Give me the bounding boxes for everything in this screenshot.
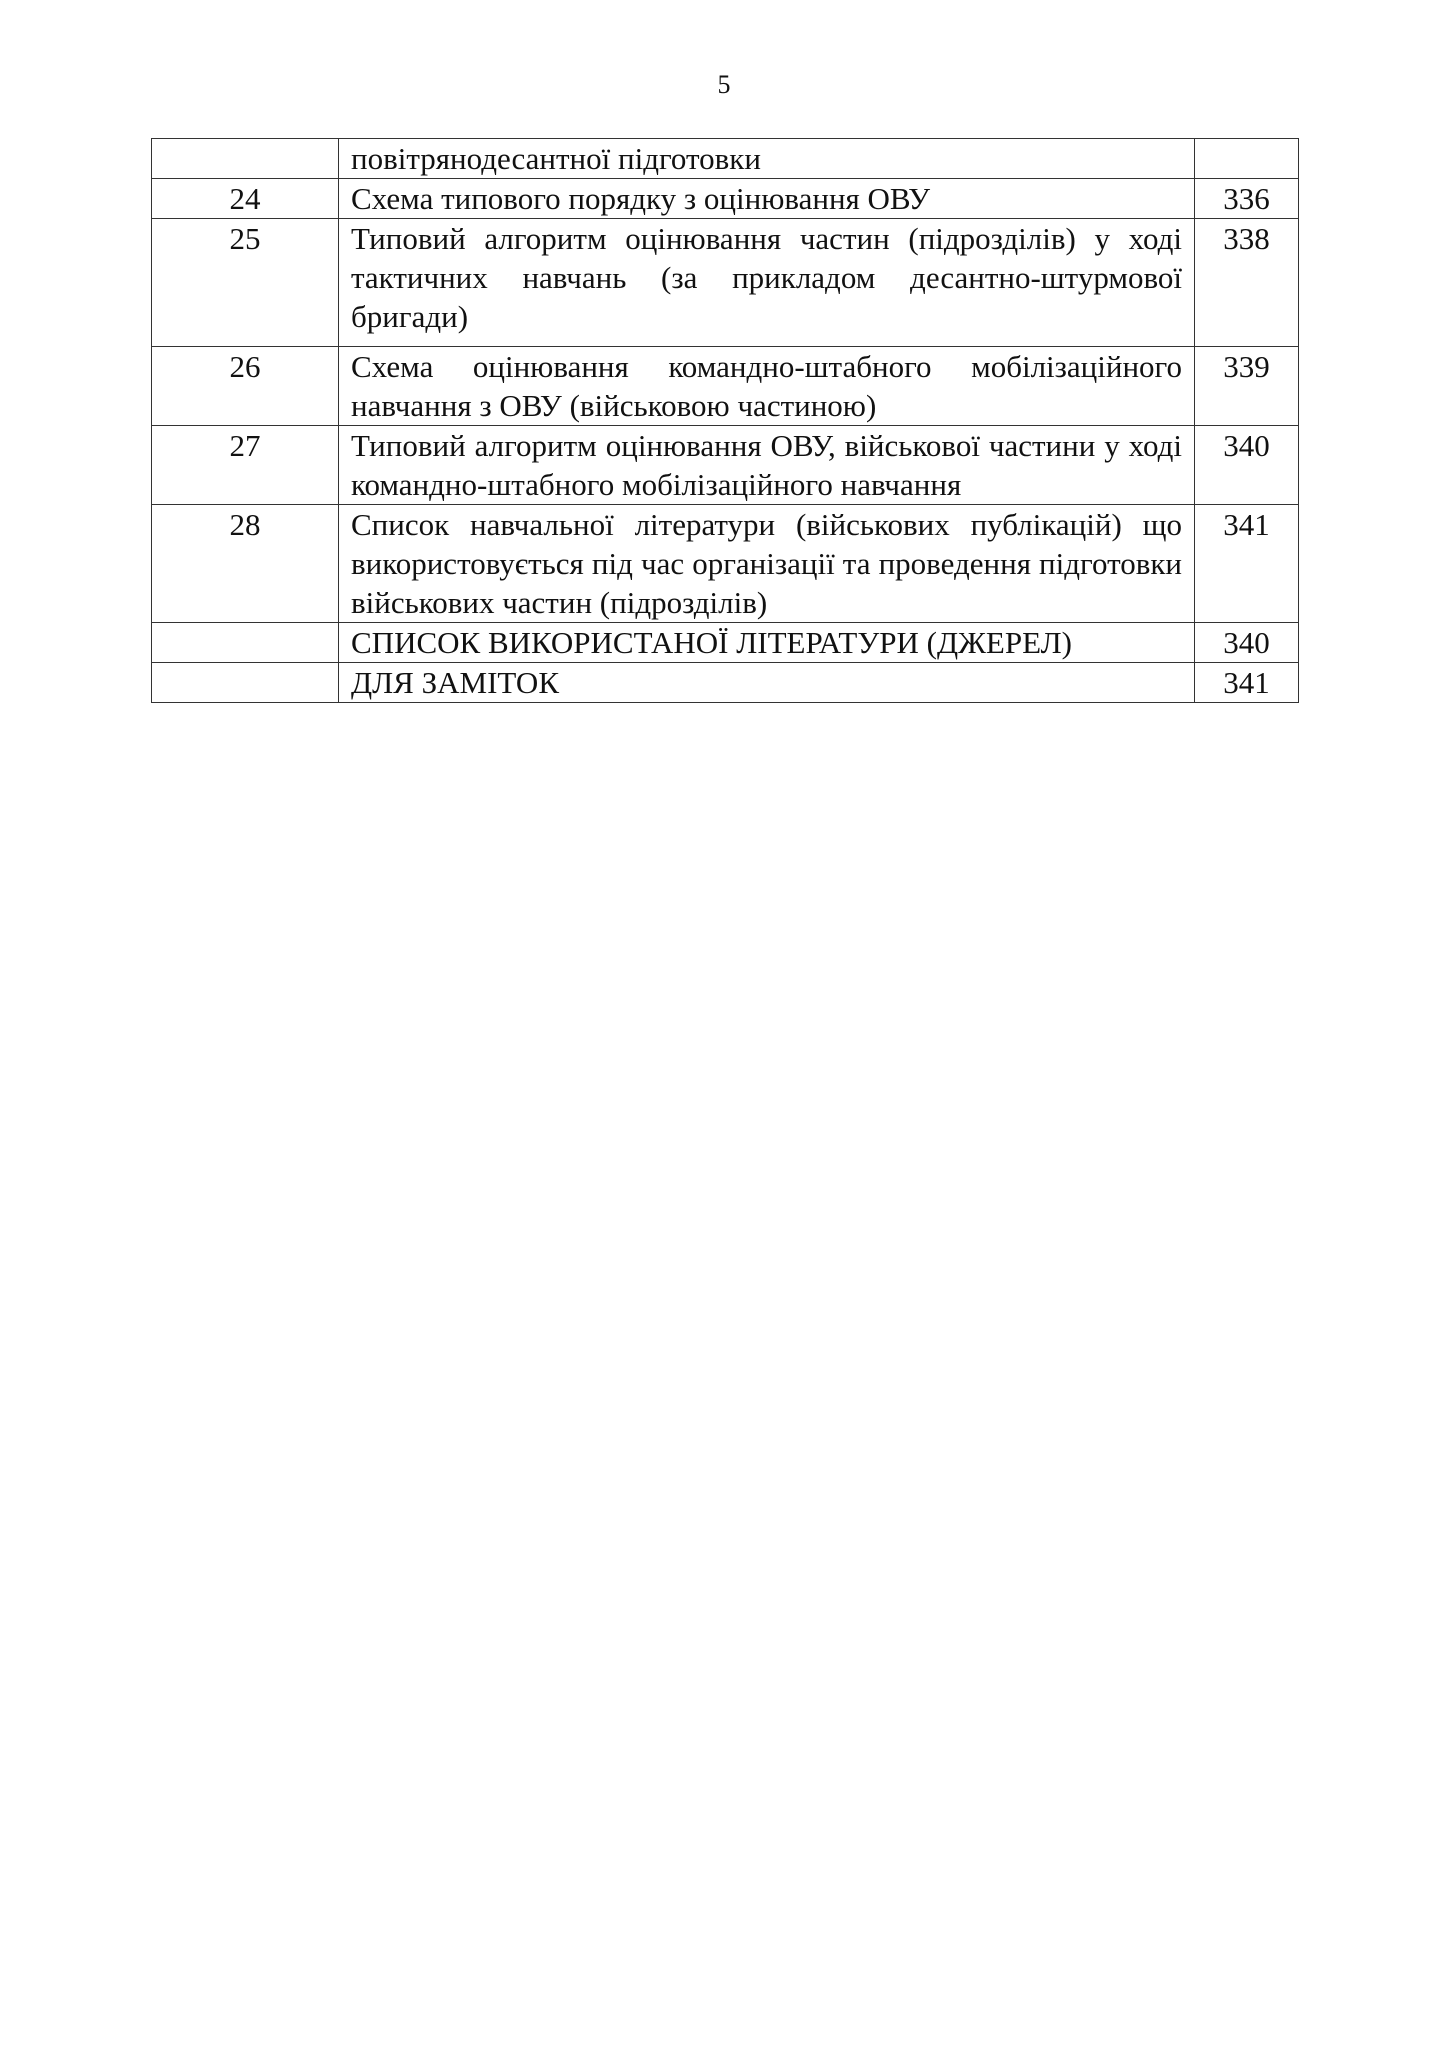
table-row — [152, 426, 1299, 505]
row-title: повітрянодесантної підготовки — [339, 139, 1195, 179]
row-number — [152, 139, 339, 179]
row-number: 24 — [152, 179, 339, 219]
row-page: 341 — [1195, 663, 1299, 703]
row-page: 339 — [1195, 347, 1299, 426]
row-title: СПИСОК ВИКОРИСТАНОЇ ЛІТЕРАТУРИ (ДЖЕРЕЛ) — [339, 623, 1195, 663]
row-title: Типовий алгоритм оцінювання ОВУ, військової частини у ході командно-штабного мобілізаційного навчання — [339, 426, 1195, 505]
row-page: 336 — [1195, 179, 1299, 219]
row-number — [152, 623, 339, 663]
row-number — [152, 663, 339, 703]
page-number: 5 — [717, 70, 731, 99]
row-number: 28 — [152, 505, 339, 623]
row-page: 338 — [1195, 219, 1299, 347]
table-row — [152, 347, 1299, 426]
table-row — [152, 505, 1299, 623]
row-page: 341 — [1195, 505, 1299, 623]
table-row — [152, 219, 1299, 347]
row-title: Типовий алгоритм оцінювання частин (підрозділів) у ході тактичних навчань (за прикладом десантно-штурмової бригади) — [339, 219, 1195, 347]
row-page: 340 — [1195, 623, 1299, 663]
row-title: Список навчальної літератури (військових публікацій) що використовується під час організації та проведення підготовки військових частин (підрозділів) — [339, 505, 1195, 623]
row-title: ДЛЯ ЗАМІТОК — [339, 663, 1195, 703]
row-number: 25 — [152, 219, 339, 347]
row-title: Схема типового порядку з оцінювання ОВУ — [339, 179, 1195, 219]
row-page: 340 — [1195, 426, 1299, 505]
table-row — [152, 663, 1299, 703]
table-row — [152, 179, 1299, 219]
row-page — [1195, 139, 1299, 179]
table-of-contents — [151, 138, 1299, 703]
row-number: 26 — [152, 347, 339, 426]
row-title: Схема оцінювання командно-штабного мобілізаційного навчання з ОВУ (військовою частиною) — [339, 347, 1195, 426]
table-row — [152, 623, 1299, 663]
table-row — [152, 139, 1299, 179]
row-number: 27 — [152, 426, 339, 505]
